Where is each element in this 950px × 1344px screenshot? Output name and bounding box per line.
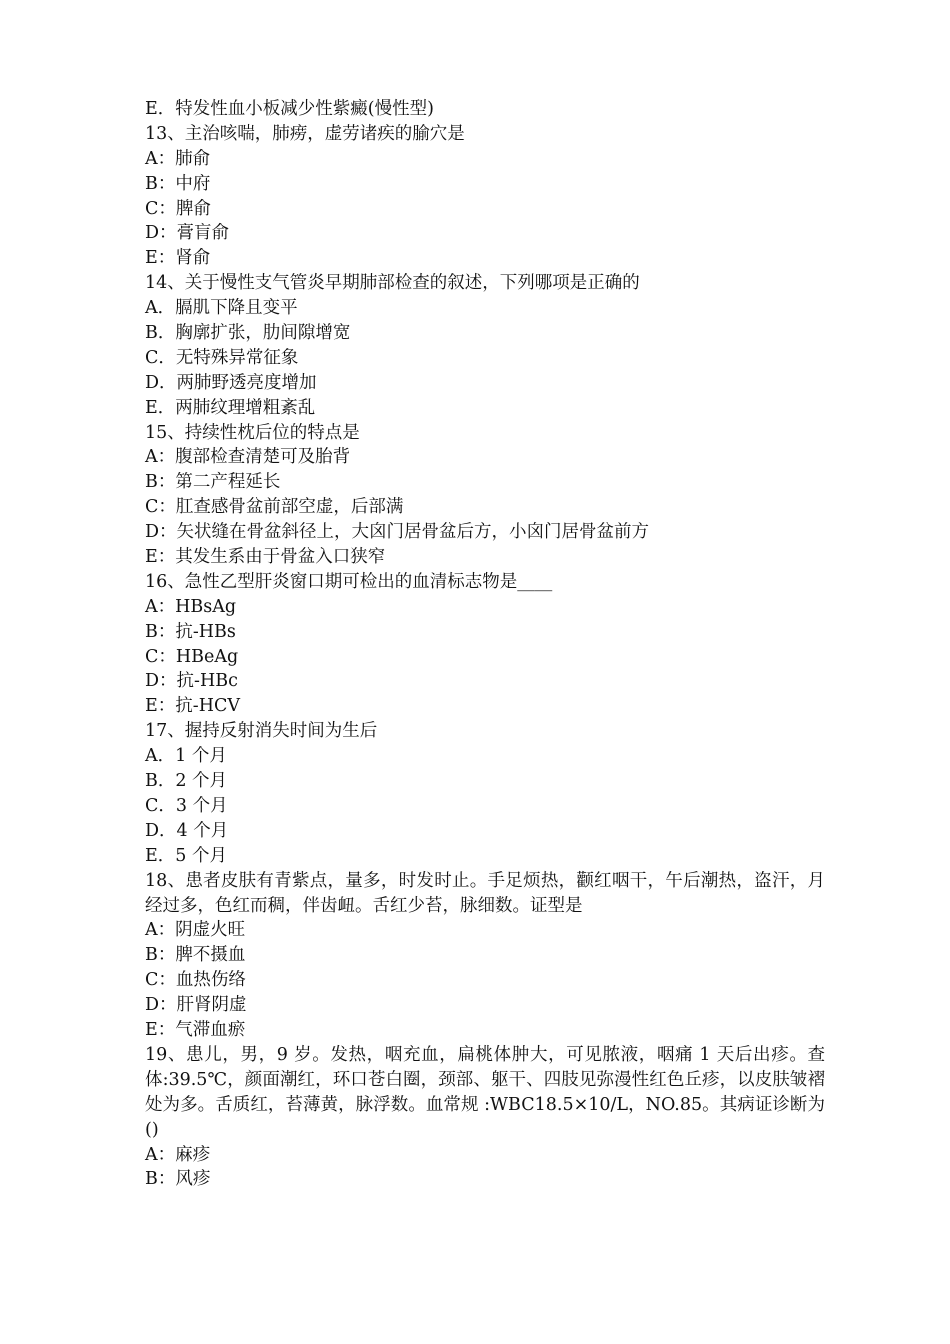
option-line: A：腹部检查清楚可及胎背 bbox=[145, 447, 351, 468]
question-19: 19、患儿，男，9 岁。发热，咽充血，扁桃体肿大，可见脓液，咽痛 1 天后出疹。查体:39.5℃，颜面潮红，环口苍白圈，颈部、躯干、四肢见弥漫性红色丘疹，以皮肤皱褶处为多。舌质红，苔薄黄，脉浮数。血常规 :WBC18.5×10/L，NO.85。其病证诊断为() bbox=[145, 1044, 825, 1140]
option-line: D：抗-HBc bbox=[145, 671, 238, 692]
option-line: E：抗-HCV bbox=[145, 696, 240, 717]
option-line: B：第二产程延长 bbox=[145, 472, 281, 493]
question-13: 13、主治咳喘，肺痨，虚劳诸疾的腧穴是 bbox=[145, 123, 465, 144]
document-body bbox=[145, 97, 825, 1192]
option-line: C．3 个月 bbox=[145, 795, 228, 816]
option-line: B：风疹 bbox=[145, 1169, 211, 1190]
option-line: D：膏肓俞 bbox=[145, 223, 230, 244]
option-line: B．胸廓扩张，肋间隙增宽 bbox=[145, 323, 351, 344]
option-line: D．4 个月 bbox=[145, 820, 229, 841]
option-line: B．2 个月 bbox=[145, 771, 228, 792]
option-line: C：肛查感骨盆前部空虚，后部满 bbox=[145, 497, 404, 518]
option-line: D：矢状缝在骨盆斜径上，大囟门居骨盆后方，小囟门居骨盆前方 bbox=[145, 522, 650, 543]
option-line: E．两肺纹理增粗紊乱 bbox=[145, 397, 316, 418]
option-line: E：肾俞 bbox=[145, 248, 211, 269]
option-line: E：气滞血瘀 bbox=[145, 1019, 246, 1040]
option-line: A：肺俞 bbox=[145, 148, 211, 169]
option-line: B：脾不摄血 bbox=[145, 945, 246, 966]
option-line: E．5 个月 bbox=[145, 845, 227, 866]
option-line: C：血热伤络 bbox=[145, 970, 246, 991]
option-line: A：麻疹 bbox=[145, 1144, 211, 1165]
option-line: A．膈肌下降且变平 bbox=[145, 298, 298, 319]
question-16: 16、急性乙型肝炎窗口期可检出的血清标志物是____ bbox=[145, 571, 553, 592]
option-line: B：抗-HBs bbox=[145, 621, 236, 642]
option-line: D：肝肾阴虚 bbox=[145, 995, 247, 1016]
option-line: A：阴虚火旺 bbox=[145, 920, 246, 941]
option-line: C：脾俞 bbox=[145, 198, 211, 219]
option-line: C：HBeAg bbox=[145, 646, 239, 667]
option-line: A．1 个月 bbox=[145, 746, 227, 767]
option-line: A：HBsAg bbox=[145, 596, 237, 617]
question-17: 17、握持反射消失时间为生后 bbox=[145, 721, 378, 742]
option-line: E：其发生系由于骨盆入口狭窄 bbox=[145, 547, 386, 568]
option-line: C．无特殊异常征象 bbox=[145, 347, 299, 368]
question-14: 14、关于慢性支气管炎早期肺部检查的叙述，下列哪项是正确的 bbox=[145, 273, 640, 294]
text-line: E．特发性血小板减少性紫癜(慢性型) bbox=[145, 99, 434, 119]
option-line: D．两肺野透亮度增加 bbox=[145, 372, 317, 393]
option-line: B：中府 bbox=[145, 173, 211, 194]
question-15: 15、持续性枕后位的特点是 bbox=[145, 422, 360, 443]
question-18: 18、患者皮肤有青紫点，量多，时发时止。手足烦热，颧红咽干，午后潮热，盗汗，月经过多，色红而稠，伴齿衄。舌红少苔，脉细数。证型是 bbox=[145, 870, 825, 916]
